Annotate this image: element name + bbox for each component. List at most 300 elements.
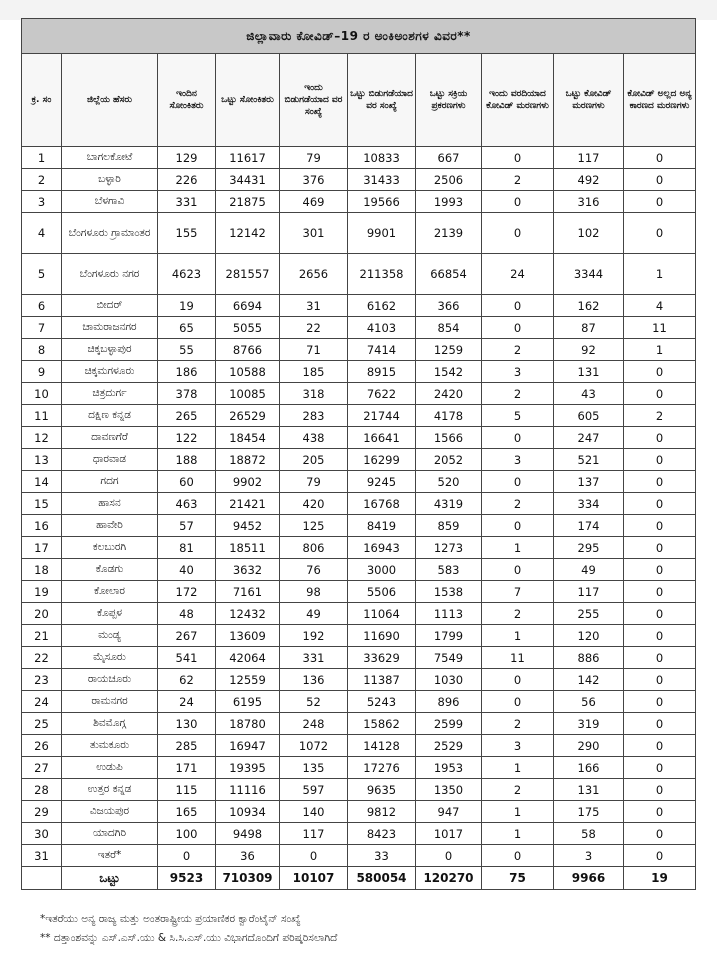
table-cell: 16943 — [348, 537, 416, 559]
table-cell: 31 — [280, 295, 348, 317]
table-cell: 12 — [22, 427, 62, 449]
table-cell: 0 — [158, 845, 216, 867]
table-cell: 9812 — [348, 801, 416, 823]
table-cell: 1566 — [416, 427, 482, 449]
column-header: ಇಂದಿನ ಸೋಂಕಿತರು — [158, 54, 216, 147]
table-cell: 185 — [280, 361, 348, 383]
table-cell: 0 — [624, 845, 696, 867]
table-cell: 98 — [280, 581, 348, 603]
table-cell: 331 — [280, 647, 348, 669]
table-cell: 255 — [554, 603, 624, 625]
table-cell: 0 — [624, 493, 696, 515]
table-cell: 60 — [158, 471, 216, 493]
table-cell: 319 — [554, 713, 624, 735]
table-cell: 140 — [280, 801, 348, 823]
table-cell: 2506 — [416, 169, 482, 191]
table-cell: 0 — [482, 515, 554, 537]
table-row — [22, 581, 696, 603]
table-cell: 1 — [482, 625, 554, 647]
district-name-cell: ಉಡುಪಿ — [62, 757, 158, 779]
table-cell: 1 — [482, 823, 554, 845]
table-cell: 5243 — [348, 691, 416, 713]
table-cell: 0 — [624, 757, 696, 779]
table-cell: 0 — [624, 515, 696, 537]
district-name-cell: ಬೆಳಗಾವಿ — [62, 191, 158, 213]
table-cell: 0 — [624, 713, 696, 735]
table-cell: 10 — [22, 383, 62, 405]
table-cell: 1 — [482, 537, 554, 559]
table-cell: 16299 — [348, 449, 416, 471]
column-header: ಒಟ್ಟು ಕೋವಿಡ್ ಮರಣಗಳು — [554, 54, 624, 147]
table-cell: 8423 — [348, 823, 416, 845]
table-cell: 4 — [22, 213, 62, 254]
table-cell: 76 — [280, 559, 348, 581]
district-name-cell: ಕೋಲಾರ — [62, 581, 158, 603]
table-cell: 10934 — [216, 801, 280, 823]
table-cell: 469 — [280, 191, 348, 213]
district-name-cell: ಬಾಗಲಕೋಟೆ — [62, 147, 158, 169]
district-name-cell: ದಾವಣಗೆರೆ — [62, 427, 158, 449]
table-cell: 26529 — [216, 405, 280, 427]
table-cell: 290 — [554, 735, 624, 757]
table-cell: 605 — [554, 405, 624, 427]
table-cell: 331 — [158, 191, 216, 213]
table-cell: 0 — [624, 779, 696, 801]
table-cell: 79 — [280, 471, 348, 493]
table-cell: 541 — [158, 647, 216, 669]
table-cell: 583 — [416, 559, 482, 581]
table-cell: 17276 — [348, 757, 416, 779]
table-cell: 62 — [158, 669, 216, 691]
table-row — [22, 603, 696, 625]
table-cell: 117 — [554, 147, 624, 169]
table-cell: 521 — [554, 449, 624, 471]
table-cell: 137 — [554, 471, 624, 493]
table-cell: 16 — [22, 515, 62, 537]
total-cell: 580054 — [348, 867, 416, 890]
table-cell: 12142 — [216, 213, 280, 254]
total-cell: 9523 — [158, 867, 216, 890]
district-name-cell: ಕೊಡಗು — [62, 559, 158, 581]
total-cell: 120270 — [416, 867, 482, 890]
total-label: ಒಟ್ಟು — [62, 867, 158, 890]
district-covid-table — [21, 18, 696, 890]
table-cell: 854 — [416, 317, 482, 339]
table-cell: 192 — [280, 625, 348, 647]
table-cell: 2529 — [416, 735, 482, 757]
table-cell: 420 — [280, 493, 348, 515]
table-cell: 117 — [280, 823, 348, 845]
table-cell: 7549 — [416, 647, 482, 669]
table-cell: 131 — [554, 779, 624, 801]
table-cell: 281557 — [216, 254, 280, 295]
table-cell: 316 — [554, 191, 624, 213]
table-cell: 26 — [22, 735, 62, 757]
table-cell: 438 — [280, 427, 348, 449]
table-cell: 301 — [280, 213, 348, 254]
table-cell: 16768 — [348, 493, 416, 515]
table-row — [22, 845, 696, 867]
table-cell: 5055 — [216, 317, 280, 339]
table-cell: 859 — [416, 515, 482, 537]
table-row — [22, 647, 696, 669]
table-row — [22, 147, 696, 169]
table-cell: 226 — [158, 169, 216, 191]
column-header: ಕ್ರ. ಸಂ — [22, 54, 62, 147]
table-cell: 17 — [22, 537, 62, 559]
table-cell: 0 — [624, 603, 696, 625]
table-row — [22, 735, 696, 757]
table-cell: 65 — [158, 317, 216, 339]
table-cell: 267 — [158, 625, 216, 647]
table-cell: 2 — [624, 405, 696, 427]
table-cell: 0 — [624, 559, 696, 581]
district-name-cell: ತುಮಕೂರು — [62, 735, 158, 757]
table-cell: 9901 — [348, 213, 416, 254]
table-row — [22, 449, 696, 471]
total-cell: 10107 — [280, 867, 348, 890]
table-cell: 9245 — [348, 471, 416, 493]
table-cell: 378 — [158, 383, 216, 405]
table-cell: 2 — [482, 169, 554, 191]
table-cell: 283 — [280, 405, 348, 427]
table-cell: 81 — [158, 537, 216, 559]
table-row — [22, 191, 696, 213]
table-cell: 22 — [22, 647, 62, 669]
table-cell: 18872 — [216, 449, 280, 471]
table-row — [22, 669, 696, 691]
district-name-cell: ಶಿವಮೊಗ್ಗ — [62, 713, 158, 735]
total-cell: 75 — [482, 867, 554, 890]
table-cell: 28 — [22, 779, 62, 801]
table-cell: 100 — [158, 823, 216, 845]
table-cell: 2 — [482, 779, 554, 801]
district-name-cell: ಧಾರವಾಡ — [62, 449, 158, 471]
table-cell: 18780 — [216, 713, 280, 735]
table-row — [22, 779, 696, 801]
table-cell: 0 — [482, 691, 554, 713]
table-cell: 18511 — [216, 537, 280, 559]
table-row — [22, 317, 696, 339]
table-cell: 3632 — [216, 559, 280, 581]
table-cell: 9452 — [216, 515, 280, 537]
district-name-cell: ಹಾಸನ — [62, 493, 158, 515]
table-cell: 16641 — [348, 427, 416, 449]
table-cell: 0 — [624, 147, 696, 169]
table-cell: 48 — [158, 603, 216, 625]
table-cell: 3 — [482, 361, 554, 383]
table-cell: 2 — [482, 713, 554, 735]
table-cell: 8915 — [348, 361, 416, 383]
table-cell: 0 — [624, 471, 696, 493]
table-cell: 2 — [482, 339, 554, 361]
table-cell: 1350 — [416, 779, 482, 801]
table-cell: 172 — [158, 581, 216, 603]
table-cell: 21421 — [216, 493, 280, 515]
table-cell: 13609 — [216, 625, 280, 647]
table-cell: 0 — [624, 669, 696, 691]
table-cell: 0 — [624, 213, 696, 254]
table-cell: 248 — [280, 713, 348, 735]
table-cell: 0 — [624, 361, 696, 383]
table-cell: 3 — [22, 191, 62, 213]
table-row — [22, 823, 696, 845]
table-cell: 376 — [280, 169, 348, 191]
table-cell: 120 — [554, 625, 624, 647]
table-cell: 334 — [554, 493, 624, 515]
table-cell: 0 — [624, 427, 696, 449]
table-cell: 49 — [280, 603, 348, 625]
table-row — [22, 537, 696, 559]
table-cell: 7161 — [216, 581, 280, 603]
district-name-cell: ಕಲಬುರಗಿ — [62, 537, 158, 559]
district-name-cell: ಚಿತ್ರದುರ್ಗ — [62, 383, 158, 405]
table-cell: 14128 — [348, 735, 416, 757]
table-cell: 33 — [348, 845, 416, 867]
table-cell: 0 — [624, 383, 696, 405]
table-cell: 318 — [280, 383, 348, 405]
table-cell: 117 — [554, 581, 624, 603]
table-cell: 56 — [554, 691, 624, 713]
district-name-cell: ಬೆಂಗಳೂರು ನಗರ — [62, 254, 158, 295]
district-name-cell: ರಾಮನಗರ — [62, 691, 158, 713]
table-cell: 43 — [554, 383, 624, 405]
table-cell: 3344 — [554, 254, 624, 295]
table-row — [22, 713, 696, 735]
table-cell: 34431 — [216, 169, 280, 191]
table-cell: 175 — [554, 801, 624, 823]
table-row — [22, 625, 696, 647]
table-cell: 131 — [554, 361, 624, 383]
table-cell: 6 — [22, 295, 62, 317]
table-cell: 36 — [216, 845, 280, 867]
table-cell: 806 — [280, 537, 348, 559]
table-cell: 7622 — [348, 383, 416, 405]
table-cell: 13 — [22, 449, 62, 471]
table-cell: 66854 — [416, 254, 482, 295]
top-strip — [0, 0, 717, 20]
table-row — [22, 213, 696, 254]
column-header: ಒಟ್ಟು ಸಕ್ರಿಯ ಪ್ರಕರಣಗಳು — [416, 54, 482, 147]
table-cell: 0 — [624, 449, 696, 471]
district-name-cell: ಚಾಮರಾಜನಗರ — [62, 317, 158, 339]
table-cell: 20 — [22, 603, 62, 625]
footnote-data-source: ** ದತ್ತಾಂಶವನ್ನು ಎಸ್.ಎಸ್.ಯು & ಸಿ.ಸಿ.ಎಸ್.ಯು ವಿಭಾಗದೊಂದಿಗೆ ಪರಿಷ್ಕರಿಸಲಾಗಿದೆ — [40, 932, 338, 944]
table-cell: 211358 — [348, 254, 416, 295]
total-row — [22, 867, 696, 890]
table-row — [22, 559, 696, 581]
district-name-cell: ಕೊಪ್ಪಳ — [62, 603, 158, 625]
table-cell: 27 — [22, 757, 62, 779]
table-cell: 11 — [482, 647, 554, 669]
table-cell: 205 — [280, 449, 348, 471]
district-name-cell: ಇತರೆ* — [62, 845, 158, 867]
district-name-cell: ಗದಗ — [62, 471, 158, 493]
table-cell: 4178 — [416, 405, 482, 427]
table-cell: 2420 — [416, 383, 482, 405]
table-cell: 135 — [280, 757, 348, 779]
table-cell: 15 — [22, 493, 62, 515]
table-cell: 1993 — [416, 191, 482, 213]
table-cell: 166 — [554, 757, 624, 779]
table-title: ಜಿಲ್ಲಾವಾರು ಕೋವಿಡ್–19 ರ ಅಂಕಿಅಂಶಗಳ ವಿವರ** — [22, 19, 696, 54]
table-cell: 520 — [416, 471, 482, 493]
table-cell: 0 — [624, 735, 696, 757]
district-name-cell: ಹಾವೇರಿ — [62, 515, 158, 537]
table-cell: 2 — [482, 383, 554, 405]
table-cell: 19 — [22, 581, 62, 603]
table-cell: 129 — [158, 147, 216, 169]
table-cell: 1030 — [416, 669, 482, 691]
table-cell: 0 — [482, 191, 554, 213]
table-cell: 11064 — [348, 603, 416, 625]
table-row — [22, 361, 696, 383]
table-cell: 4319 — [416, 493, 482, 515]
table-cell: 0 — [624, 581, 696, 603]
table-cell: 0 — [624, 801, 696, 823]
column-header: ಒಟ್ಟು ಬಿಡುಗಡೆಯಾದ ವರ ಸಂಖ್ಯೆ — [348, 54, 416, 147]
table-cell: 1273 — [416, 537, 482, 559]
table-cell: 10588 — [216, 361, 280, 383]
table-row — [22, 757, 696, 779]
table-cell: 4623 — [158, 254, 216, 295]
table-cell: 24 — [482, 254, 554, 295]
table-cell: 0 — [416, 845, 482, 867]
table-cell: 71 — [280, 339, 348, 361]
table-cell: 7 — [482, 581, 554, 603]
footnotes — [40, 910, 337, 948]
table-cell: 79 — [280, 147, 348, 169]
district-name-cell: ಬಳ್ಳಾರಿ — [62, 169, 158, 191]
table-cell: 3 — [554, 845, 624, 867]
table-cell: 87 — [554, 317, 624, 339]
table-cell: 0 — [482, 471, 554, 493]
table-cell: 142 — [554, 669, 624, 691]
table-cell: 2656 — [280, 254, 348, 295]
table-row — [22, 515, 696, 537]
table-row — [22, 471, 696, 493]
table-cell: 265 — [158, 405, 216, 427]
column-header: ಕೋವಿಡ್ ಅಲ್ಲದ ಅನ್ಯ ಕಾರಣದ ಮರಣಗಳು — [624, 54, 696, 147]
table-body — [22, 147, 696, 867]
table-cell: 5 — [482, 405, 554, 427]
table-cell: 0 — [482, 559, 554, 581]
table-cell: 23 — [22, 669, 62, 691]
table-row — [22, 691, 696, 713]
table-cell: 4103 — [348, 317, 416, 339]
table-cell: 492 — [554, 169, 624, 191]
table-cell: 1953 — [416, 757, 482, 779]
table-cell: 11617 — [216, 147, 280, 169]
table-cell: 285 — [158, 735, 216, 757]
table-cell: 597 — [280, 779, 348, 801]
table-cell: 5506 — [348, 581, 416, 603]
table-cell: 15862 — [348, 713, 416, 735]
table-cell: 463 — [158, 493, 216, 515]
table-row — [22, 169, 696, 191]
table-cell: 0 — [624, 537, 696, 559]
table-cell: 1259 — [416, 339, 482, 361]
table-cell: 366 — [416, 295, 482, 317]
table-row — [22, 295, 696, 317]
table-cell: 0 — [280, 845, 348, 867]
total-cell: 710309 — [216, 867, 280, 890]
table-cell: 22 — [280, 317, 348, 339]
table-row — [22, 383, 696, 405]
table-cell: 12432 — [216, 603, 280, 625]
column-header-row — [22, 54, 696, 147]
table-cell: 2 — [482, 493, 554, 515]
table-cell: 102 — [554, 213, 624, 254]
table-cell: 6694 — [216, 295, 280, 317]
table-cell: 1 — [482, 757, 554, 779]
table-cell: 1538 — [416, 581, 482, 603]
table-cell: 1113 — [416, 603, 482, 625]
district-name-cell: ಚಿಕ್ಕಬಳ್ಳಾಪುರ — [62, 339, 158, 361]
table-cell: 2052 — [416, 449, 482, 471]
table-cell: 1 — [624, 254, 696, 295]
table-cell: 10833 — [348, 147, 416, 169]
table-row — [22, 405, 696, 427]
column-header: ಜಿಲ್ಲೆಯ ಹೆಸರು — [62, 54, 158, 147]
table-cell: 0 — [482, 427, 554, 449]
table-cell: 0 — [482, 317, 554, 339]
table-cell: 1 — [624, 339, 696, 361]
table-cell: 19 — [158, 295, 216, 317]
table-cell: 11387 — [348, 669, 416, 691]
table-cell: 2139 — [416, 213, 482, 254]
table-cell: 21875 — [216, 191, 280, 213]
table-cell: 155 — [158, 213, 216, 254]
total-cell — [22, 867, 62, 890]
table-cell: 5 — [22, 254, 62, 295]
table-cell: 667 — [416, 147, 482, 169]
table-row — [22, 493, 696, 515]
table-cell: 29 — [22, 801, 62, 823]
district-name-cell: ಯಾದಗಿರಿ — [62, 823, 158, 845]
table-cell: 11 — [22, 405, 62, 427]
table-cell: 0 — [624, 625, 696, 647]
table-cell: 136 — [280, 669, 348, 691]
column-header: ಇಂದು ಬಿಡುಗಡೆಯಾದ ವರ ಸಂಖ್ಯೆ — [280, 54, 348, 147]
district-name-cell: ರಾಯಚೂರು — [62, 669, 158, 691]
table-cell: 92 — [554, 339, 624, 361]
total-cell: 9966 — [554, 867, 624, 890]
district-name-cell: ಉತ್ತರ ಕನ್ನಡ — [62, 779, 158, 801]
table-cell: 0 — [482, 669, 554, 691]
table-cell: 0 — [624, 647, 696, 669]
table-cell: 7 — [22, 317, 62, 339]
table-cell: 31 — [22, 845, 62, 867]
table-cell: 18454 — [216, 427, 280, 449]
table-cell: 1 — [482, 801, 554, 823]
table-cell: 9635 — [348, 779, 416, 801]
table-cell: 171 — [158, 757, 216, 779]
district-name-cell: ಬೀದರ್ — [62, 295, 158, 317]
table-cell: 174 — [554, 515, 624, 537]
table-cell: 11116 — [216, 779, 280, 801]
table-cell: 9902 — [216, 471, 280, 493]
table-cell: 115 — [158, 779, 216, 801]
table-cell: 24 — [22, 691, 62, 713]
table-row — [22, 801, 696, 823]
table-cell: 165 — [158, 801, 216, 823]
district-name-cell: ದಕ್ಷಿಣ ಕನ್ನಡ — [62, 405, 158, 427]
table-cell: 19395 — [216, 757, 280, 779]
table-cell: 21 — [22, 625, 62, 647]
table-cell: 1017 — [416, 823, 482, 845]
table-cell: 295 — [554, 537, 624, 559]
